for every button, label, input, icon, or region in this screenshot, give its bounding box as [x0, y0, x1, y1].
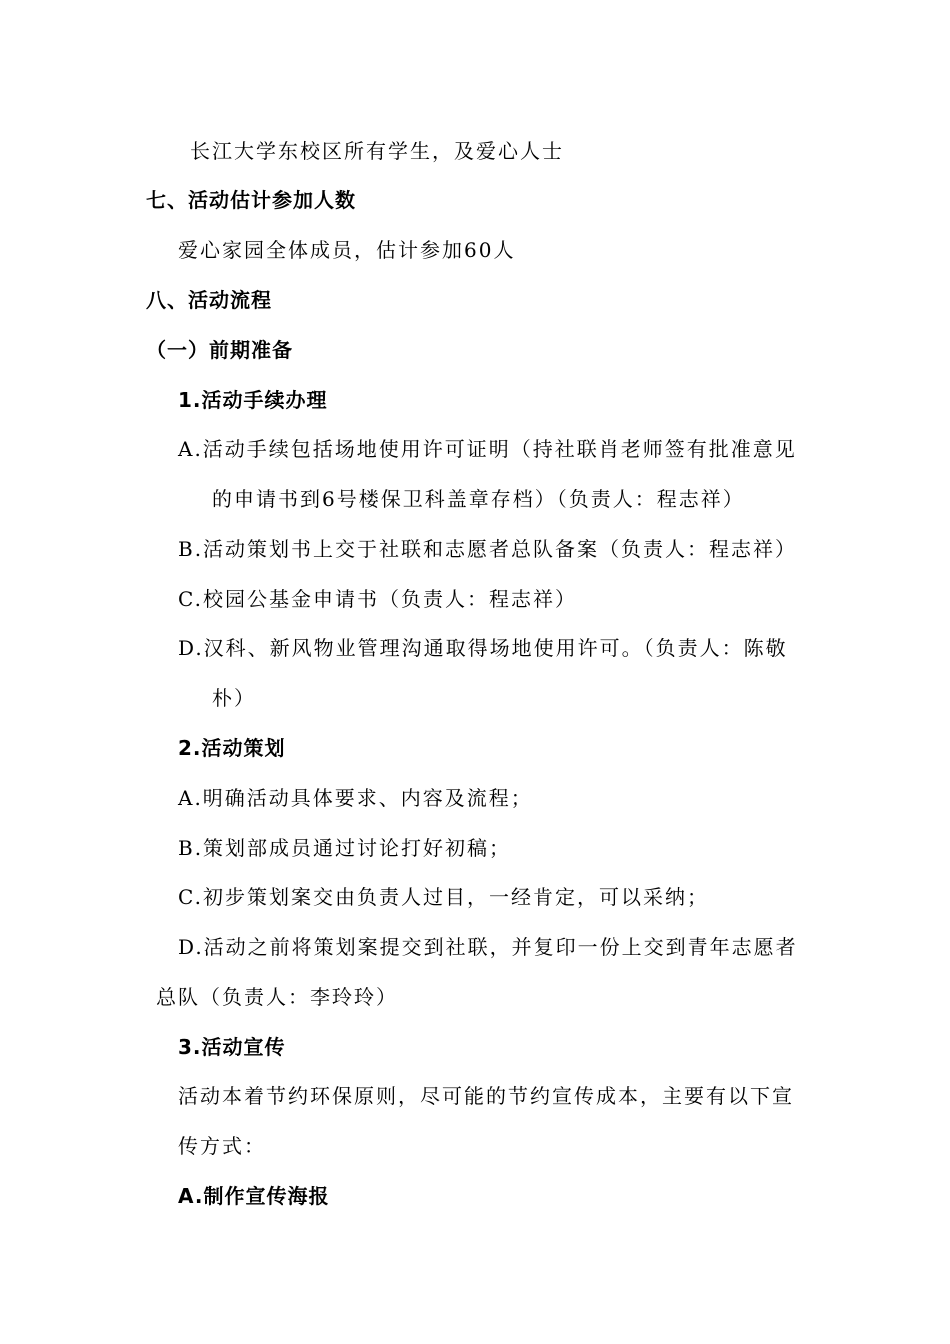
section-7-text: 爱心家园全体成员，估计参加60人	[178, 238, 516, 262]
item-3-text-line1: 活动本着节约环保原则，尽可能的节约宣传成本，主要有以下宣	[178, 1084, 794, 1108]
sub-1-heading: （一）前期准备	[146, 338, 293, 362]
item-1c: C.校园公基金申请书（负责人：程志祥）	[178, 587, 577, 611]
item-1d-line2: 朴）	[212, 686, 256, 710]
item-1a-line1: A.活动手续包括场地使用许可证明（持社联肖老师签有批准意见	[178, 437, 797, 461]
item-1d-line1: D.汉科、新风物业管理沟通取得场地使用许可。（负责人：陈敬	[178, 636, 788, 660]
item-2d-line1: D.活动之前将策划案提交到社联，并复印一份上交到青年志愿者	[178, 935, 798, 959]
item-2c: C.初步策划案交由负责人过目，一经肯定，可以采纳；	[178, 885, 709, 909]
item-3a-heading: A.制作宣传海报	[178, 1184, 330, 1208]
participants-text: 长江大学东校区所有学生，及爱心人士	[190, 139, 564, 163]
item-2d-line2: 总队（负责人：李玲玲）	[156, 985, 398, 1009]
item-3-heading: 3.活动宣传	[178, 1035, 286, 1059]
item-2b: B.策划部成员通过讨论打好初稿；	[178, 836, 512, 860]
section-8-heading: 八、活动流程	[146, 288, 272, 312]
item-1-heading: 1.活动手续办理	[178, 388, 328, 412]
item-1a-line2: 的申请书到6号楼保卫科盖章存档）（负责人：程志祥）	[212, 487, 745, 511]
item-3-text-line2: 传方式：	[178, 1134, 266, 1158]
item-2-heading: 2.活动策划	[178, 736, 286, 760]
item-1b: B.活动策划书上交于社联和志愿者总队备案（负责人：程志祥）	[178, 537, 798, 561]
section-7-heading: 七、活动估计参加人数	[146, 188, 356, 212]
item-2a: A.明确活动具体要求、内容及流程；	[178, 786, 533, 810]
